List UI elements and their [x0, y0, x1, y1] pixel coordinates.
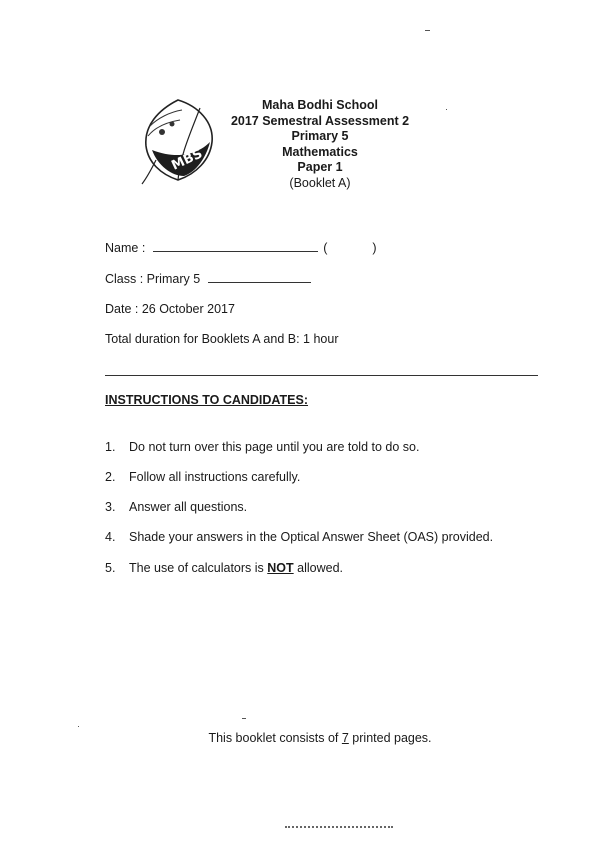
page-count-before: This booklet consists of [208, 731, 342, 745]
register-paren-close: ) [372, 241, 377, 255]
instruction-item [105, 530, 493, 544]
instruction-number: 1. [105, 440, 116, 454]
scan-speck [425, 30, 430, 31]
instruction-text: Answer all questions. [129, 500, 248, 514]
scan-speck [242, 718, 246, 719]
booklet-label: (Booklet A) [289, 175, 351, 190]
divider-line [105, 375, 538, 376]
instruction-text: The use of calculators is [129, 561, 268, 575]
scan-speck [78, 726, 79, 727]
school-name: Maha Bodhi School [262, 98, 378, 112]
level-label: Primary 5 [291, 129, 349, 143]
subject-label: Mathematics [282, 144, 358, 159]
instruction-text: Follow all instructions carefully. [129, 470, 301, 484]
name-field [105, 240, 377, 255]
date-field: Date : 26 October 2017 [105, 302, 235, 316]
class-blank[interactable] [208, 271, 311, 283]
instruction-item [105, 500, 247, 514]
instruction-emphasis: NOT [267, 561, 294, 575]
instruction-number: 3. [105, 500, 116, 514]
instructions-heading: INSTRUCTIONS TO CANDIDATES: [105, 393, 309, 407]
name-blank[interactable] [153, 240, 318, 252]
name-label: Name : [105, 241, 146, 255]
instruction-number: 2. [105, 470, 116, 484]
paper-label: Paper 1 [297, 160, 343, 174]
assessment-title: 2017 Semestral Assessment 2 [230, 113, 410, 128]
exam-header [200, 98, 440, 191]
instruction-item [105, 561, 343, 575]
register-paren-open: ( [323, 241, 328, 255]
duration-text: Total duration for Booklets A and B: 1 hour [105, 332, 339, 346]
class-label: Class : Primary 5 [105, 272, 201, 286]
instruction-text: Do not turn over this page until you are told to do so. [129, 440, 420, 454]
scan-speck [446, 109, 447, 110]
instruction-item [105, 440, 419, 454]
page-count-note [0, 731, 600, 745]
class-field [105, 271, 311, 286]
instruction-text: Shade your answers in the Optical Answer Sheet (OAS) provided. [129, 530, 494, 544]
instruction-text-end: allowed. [293, 561, 343, 575]
logo-text: MBS [169, 146, 205, 174]
page-count-after: printed pages. [348, 731, 432, 745]
instruction-number: 5. [105, 561, 116, 575]
instruction-item [105, 470, 300, 484]
instruction-number: 4. [105, 530, 116, 544]
cropped-watermark [285, 826, 393, 830]
page-count-number: 7 [341, 731, 349, 745]
